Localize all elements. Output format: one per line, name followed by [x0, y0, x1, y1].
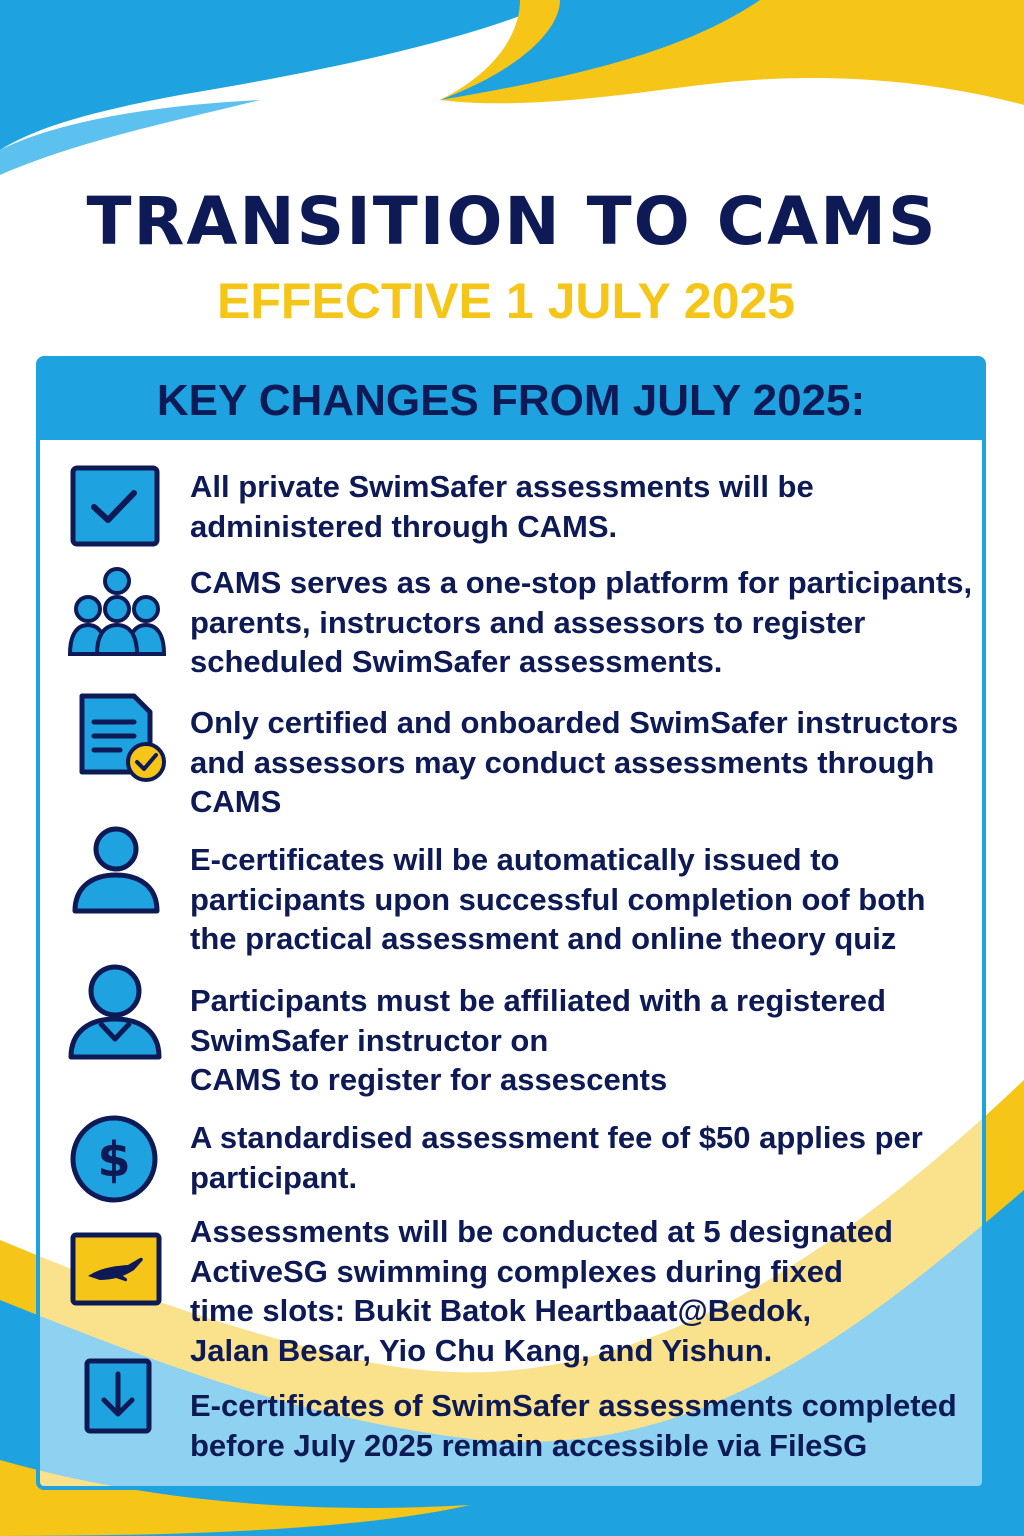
list-item: A standardised assessment fee of $50 applies per participant.	[190, 1120, 923, 1195]
page-subtitle: EFFECTIVE 1 JULY 2025	[216, 273, 796, 329]
page-title: TRANSITION TO CAMS	[86, 183, 938, 260]
panel-heading: KEY CHANGES FROM JULY 2025:	[156, 376, 866, 425]
dollar-icon	[68, 1113, 160, 1205]
panel-header	[40, 360, 982, 440]
checkbox-icon	[70, 465, 160, 547]
certified-document-icon	[76, 692, 171, 784]
instructor-icon	[66, 963, 164, 1061]
download-icon	[84, 1358, 152, 1434]
list-item: Assessments will be conducted at 5 designated ActiveSG swimming complexes during fixed time slots: Bukit Batok Heartbaat@Bedok, Jalan Besar, Yio Chu Kang, and Yishun.	[190, 1214, 893, 1368]
list-item: CAMS serves as a one-stop platform for participants, parents, instructors and assessors to register scheduled SwimSafer assessments.	[190, 565, 973, 679]
group-icon	[66, 565, 168, 660]
list-item: E-certificates of SwimSafer assessments completed before July 2025 remain accessible via FileSG	[190, 1388, 957, 1463]
svg-text:$: $	[97, 1132, 131, 1188]
list-item: Participants must be affiliated with a registered SwimSafer instructor on CAMS to register for assescents	[190, 983, 886, 1097]
list-item: E-certificates will be automatically issued to participants upon successful completion oof both the practical assessment and online theory quiz	[190, 842, 926, 956]
list-item: Only certified and onboarded SwimSafer instructors and assessors may conduct assessments through CAMS	[190, 705, 959, 819]
swimmer-icon	[70, 1232, 162, 1306]
list-item: All private SwimSafer assessments will be administered through CAMS.	[190, 469, 814, 544]
person-icon	[70, 825, 162, 915]
